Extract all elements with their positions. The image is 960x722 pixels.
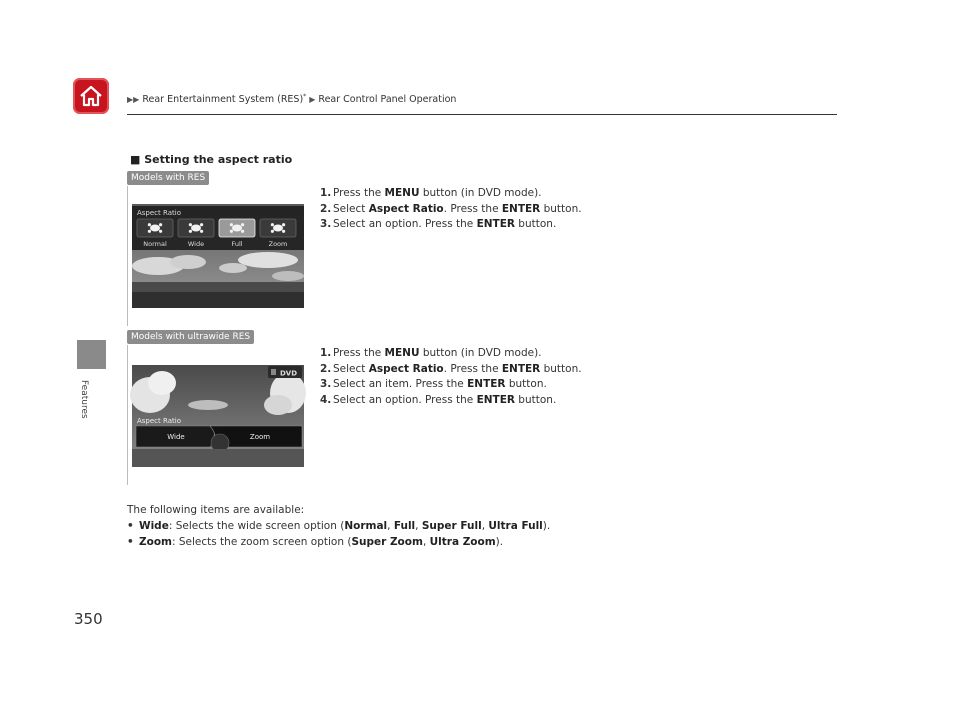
res-screen-image	[127, 186, 308, 326]
step-fragment: Press the	[333, 187, 385, 199]
option-name: Super Zoom	[351, 536, 423, 548]
step-fragment: button.	[514, 393, 557, 406]
aspect-option-label: Zoom	[268, 240, 288, 248]
step-keyword: ENTER	[476, 218, 515, 230]
step-fragment: button.	[514, 218, 557, 230]
step-item	[320, 186, 582, 202]
option-name: Ultra Full	[488, 520, 543, 532]
step-number: 2.	[320, 362, 332, 375]
step-fragment: button (in DVD mode).	[419, 187, 542, 199]
aspect-option-label: Wide	[187, 240, 205, 248]
item-desc: : Selects the wide screen option (	[168, 520, 345, 532]
models-with-ultrawide-res-tag: Models with ultrawide RES	[127, 330, 254, 344]
ultrawide-steps	[320, 346, 582, 408]
aspect-option-label: Normal	[143, 240, 167, 248]
step-text	[333, 217, 556, 233]
option-label-wide: Wide	[167, 433, 185, 441]
option-name: Super Full	[421, 520, 482, 532]
step-fragment: Select an option. Press the	[333, 218, 477, 230]
bullet-icon: •	[127, 520, 134, 532]
home-icon	[77, 82, 105, 110]
section-square-icon: ■	[130, 153, 141, 166]
item-desc: : Selects the zoom screen option (	[171, 536, 352, 548]
step-fragment: . Press the	[443, 202, 502, 215]
breadcrumb-arrow-icon: ▶	[309, 95, 316, 105]
step-keyword: ENTER	[501, 202, 541, 215]
step-text	[333, 346, 542, 362]
res-screen-title: Aspect Ratio	[137, 209, 181, 217]
step-text	[333, 377, 547, 393]
step-fragment: button (in DVD mode).	[419, 347, 542, 359]
step-number: 2.	[320, 202, 332, 215]
available-items	[127, 502, 550, 550]
page-number: 350	[74, 610, 103, 628]
header-divider	[127, 114, 837, 115]
step-keyword: MENU	[384, 347, 420, 359]
aspect-option-label: Full	[231, 240, 243, 248]
home-button[interactable]	[73, 78, 109, 114]
breadcrumb	[127, 93, 456, 105]
breadcrumb-item-rear-control[interactable]: Rear Control Panel Operation	[318, 94, 457, 106]
step-number: 1.	[320, 187, 332, 199]
step-text	[333, 186, 542, 202]
source-label: DVD	[280, 369, 298, 378]
step-item	[320, 377, 582, 393]
step-item	[320, 217, 582, 233]
section-title	[130, 153, 292, 166]
step-fragment: Select	[333, 362, 369, 375]
step-keyword: ENTER	[467, 378, 506, 390]
item-name-zoom: Zoom	[139, 536, 172, 548]
breadcrumb-item-res[interactable]: Rear Entertainment System (RES)	[142, 94, 304, 106]
step-fragment: button.	[540, 202, 582, 215]
option-name: Normal	[344, 520, 388, 532]
res-steps	[320, 186, 582, 233]
models-with-res-tag: Models with RES	[127, 171, 209, 185]
breadcrumb-footnote-mark: *	[303, 93, 307, 100]
item-end: ).	[495, 536, 504, 548]
ultrawide-screen-illustration	[128, 345, 308, 485]
item-end: ).	[542, 520, 551, 532]
step-keyword: ENTER	[501, 362, 541, 375]
res-screen-illustration	[128, 186, 308, 326]
step-keyword: MENU	[384, 187, 420, 199]
step-fragment: Select	[333, 202, 369, 215]
step-fragment: Press the	[333, 347, 385, 359]
step-fragment: button.	[505, 378, 547, 390]
step-text	[333, 202, 582, 218]
step-number: 4.	[320, 393, 332, 406]
item-name-wide: Wide	[139, 520, 169, 532]
step-fragment: button.	[540, 362, 582, 375]
step-text	[333, 362, 582, 378]
list-item: • Zoom: Selects the zoom screen option (Super Zoom, Ultra Zoom).	[127, 536, 504, 548]
chapter-label: Features	[79, 380, 89, 419]
option-name: Ultra Zoom	[429, 536, 496, 548]
option-label-zoom: Zoom	[249, 433, 271, 441]
step-keyword: Aspect Ratio	[368, 202, 444, 215]
bullet-icon: •	[127, 536, 134, 548]
available-items-intro: The following items are available:	[127, 504, 305, 516]
breadcrumb-arrow-icon: ▶▶	[127, 95, 140, 105]
step-keyword: ENTER	[476, 393, 515, 406]
step-item	[320, 362, 582, 378]
step-fragment: Select an option. Press the	[333, 393, 477, 406]
ultrawide-screen-image	[127, 345, 308, 485]
chapter-tab[interactable]	[77, 340, 106, 369]
step-keyword: Aspect Ratio	[368, 362, 444, 375]
ultrawide-screen-title: Aspect Ratio	[137, 417, 181, 425]
option-name: Full	[393, 520, 416, 532]
step-number: 1.	[320, 347, 332, 359]
step-fragment: . Press the	[443, 362, 502, 375]
list-item: • Wide: Selects the wide screen option (Normal, Full, Super Full, Ultra Full).	[127, 520, 551, 532]
step-item	[320, 346, 582, 362]
step-fragment: Select an item. Press the	[333, 378, 468, 390]
section-title-text: Setting the aspect ratio	[144, 153, 293, 166]
step-number: 3.	[320, 218, 332, 230]
step-number: 3.	[320, 378, 332, 390]
step-item	[320, 393, 582, 409]
step-text	[333, 393, 556, 409]
step-item	[320, 202, 582, 218]
